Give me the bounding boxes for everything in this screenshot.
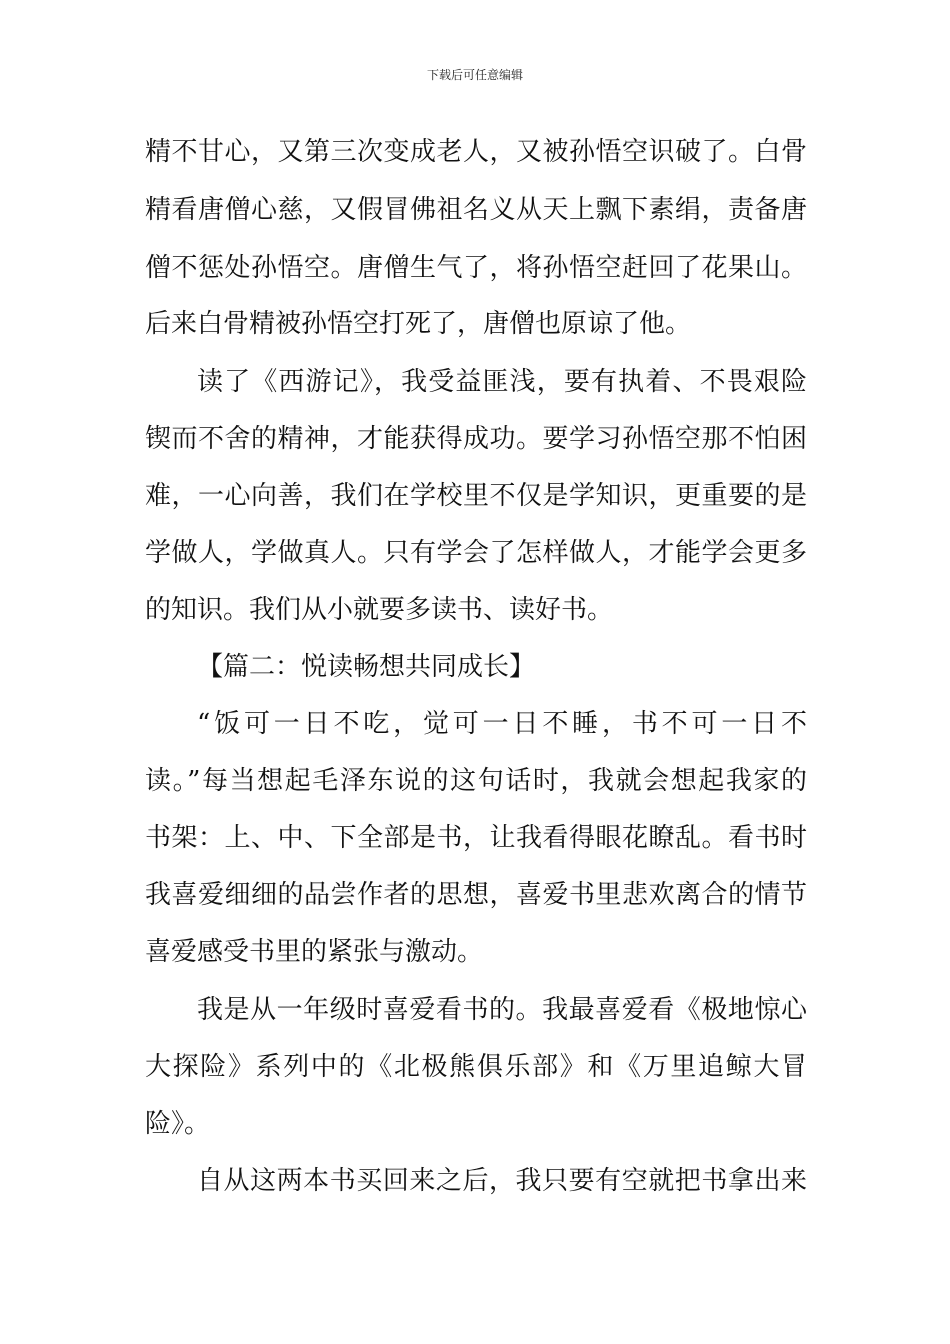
text-line: 喜爱感受书里的紧张与激动。 [145, 937, 484, 967]
text-line: 读了《西游记》，我受益匪浅，要有执着、不畏艰险 [197, 367, 807, 397]
text-line: 难，一心向善，我们在学校里不仅是学知识，更重要的是 [145, 481, 807, 511]
text-line: 我喜爱细细的品尝作者的思想，喜爱书里悲欢离合的情节 [145, 880, 807, 910]
text-line: 僧不惩处孙悟空。唐僧生气了，将孙悟空赶回了花果山。 [145, 253, 807, 283]
text-line: 大探险》系列中的《北极熊俱乐部》和《万里追鲸大冒 [145, 1052, 807, 1082]
text-line: 后来白骨精被孙悟空打死了，唐僧也原谅了他。 [145, 309, 692, 339]
text-line: “饭可一日不吃，觉可一日不睡，书不可一日不 [197, 709, 807, 739]
text-line: 读。”每当想起毛泽东说的这句话时，我就会想起我家的 [145, 766, 807, 796]
section-heading: 【篇二：悦读畅想共同成长】 [197, 652, 536, 682]
text-line: 自从这两本书买回来之后，我只要有空就把书拿出来 [197, 1166, 807, 1196]
text-line: 险》。 [145, 1109, 211, 1139]
text-line: 锲而不舍的精神，才能获得成功。要学习孙悟空那不怕困 [145, 424, 807, 454]
text-line: 的知识。我们从小就要多读书、读好书。 [145, 595, 614, 625]
text-line: 精不甘心，又第三次变成老人，又被孙悟空识破了。白骨 [145, 137, 807, 167]
page-header: 下载后可任意编辑 [426, 68, 523, 82]
text-line: 学做人，学做真人。只有学会了怎样做人，才能学会更多 [145, 538, 807, 568]
text-line: 我是从一年级时喜爱看书的。我最喜爱看《极地惊心 [197, 995, 807, 1025]
text-line: 书架：上、中、下全部是书，让我看得眼花瞭乱。看书时 [145, 823, 807, 853]
text-line: 精看唐僧心慈，又假冒佛祖名义从天上飘下素绢，责备唐 [145, 195, 807, 225]
